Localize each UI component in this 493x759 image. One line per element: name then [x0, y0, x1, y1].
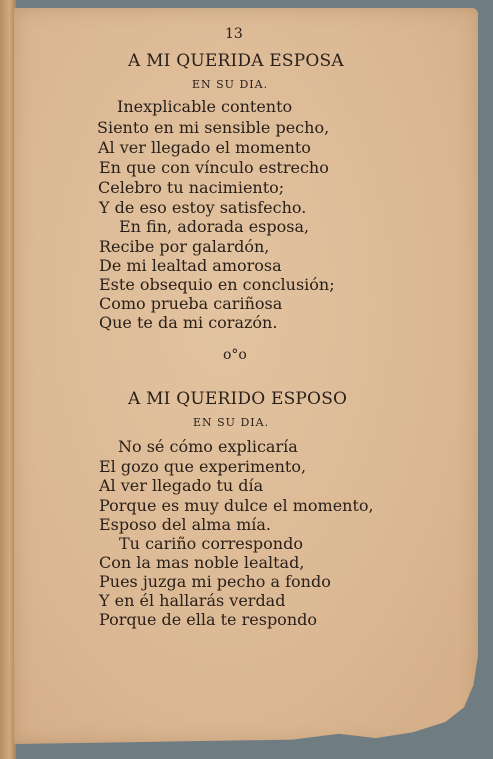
poem-1-line: Este obsequio en conclusión; [99, 275, 335, 294]
poem-2-line: Y en él hallarás verdad [99, 591, 286, 610]
poem-2-line: El gozo que experimento, [99, 457, 307, 476]
poem-1-line: Que te da mi corazón. [99, 313, 278, 332]
poem-1-line: De mi lealtad amorosa [99, 256, 282, 275]
poem-1-line: En que con vínculo estrecho [99, 158, 329, 177]
poem-1-subtitle: EN SU DIA. [192, 78, 269, 91]
poem-1-line: Y de eso estoy satisfecho. [99, 198, 307, 217]
poem-1-title: A MI QUERIDA ESPOSA [128, 51, 344, 71]
poem-1-line: En fin, adorada esposa, [119, 217, 310, 236]
previous-page-edge [0, 0, 16, 759]
ornament-divider: o°o [223, 347, 247, 363]
poem-2-line: Esposo del alma mía. [99, 515, 271, 534]
poem-2-line: Al ver llegado tu día [99, 476, 264, 495]
poem-1-line: Celebro tu nacimiento; [98, 178, 285, 197]
poem-2-line: No sé cómo explicaría [118, 437, 298, 456]
poem-2-subtitle: EN SU DIA. [193, 416, 270, 429]
poem-2-title: A MI QUERIDO ESPOSO [128, 389, 348, 409]
poem-2-line: Porque de ella te respondo [99, 610, 317, 629]
poem-2-line: Tu cariño correspondo [119, 534, 303, 553]
poem-2-line: Porque es muy dulce el momento, [99, 496, 374, 515]
poem-1-line: Al ver llegado el momento [98, 138, 311, 157]
poem-2-line: Con la mas noble lealtad, [99, 553, 305, 572]
poem-1-line: Inexplicable contento [117, 97, 293, 116]
poem-2-line: Pues juzga mi pecho a fondo [99, 572, 331, 591]
poem-1-line: Recibe por galardón, [99, 237, 270, 256]
poem-1-line: Como prueba cariñosa [99, 294, 283, 313]
page-number: 13 [225, 26, 243, 42]
poem-1-line: Siento en mi sensible pecho, [97, 118, 330, 137]
